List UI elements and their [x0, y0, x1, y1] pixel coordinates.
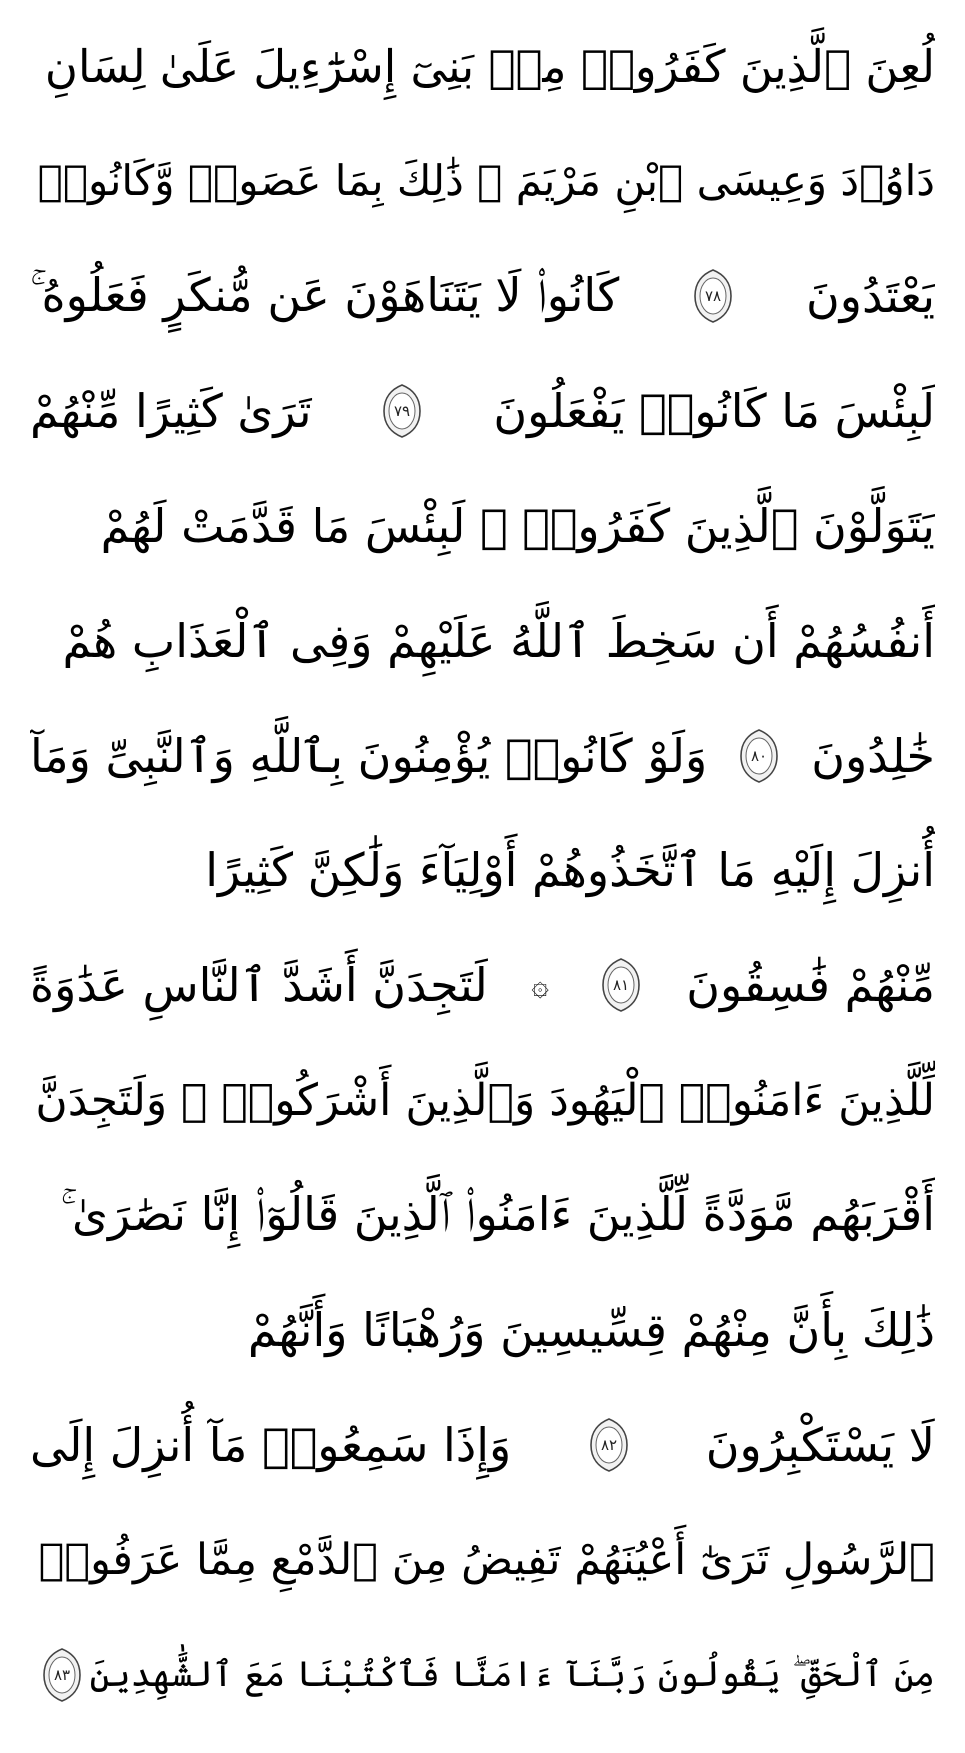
line-text: لِّلَّذِينَ ءَامَنُوا۟ ٱلْيَهُودَ وَٱلَّذِينَ أَشْرَكُوا۟ ۖ وَلَتَجِدَنَّ: [35, 1074, 935, 1126]
ayah-number: ٨١: [612, 976, 629, 995]
line-text: دَاوُۥدَ وَعِيسَى ٱبْنِ مَرْيَمَ ۚ ذَٰلِكَ بِمَا عَصَوا۟ وَّكَانُوا۟: [37, 156, 935, 206]
ayah-number-marker: [589, 1417, 629, 1473]
verse-line: [30, 363, 935, 459]
line-text: يَتَوَلَّوْنَ ٱلَّذِينَ كَفَرُوا۟ ۚ لَبِئْسَ مَا قَدَّمَتْ لَهُمْ: [100, 498, 935, 553]
line-text: لُعِنَ ٱلَّذِينَ كَفَرُوا۟ مِنۢ بَنِىٓ إِسْرَٰٓءِيلَ عَلَىٰ لِسَانِ: [44, 39, 935, 93]
line-text-after-marker: كَانُوا۟ لَا يَتَنَاهَوْنَ عَن مُّنكَرٍ فَعَلُوهُ ۚ: [30, 267, 620, 322]
verse-line: [30, 248, 935, 344]
line-text: ذَٰلِكَ بِأَنَّ مِنْهُمْ قِسِّيسِينَ وَرُهْبَانًا وَأَنَّهُمْ: [247, 1303, 935, 1358]
verse-line: [30, 1167, 935, 1263]
verse-line: [30, 18, 935, 114]
ayah-number: ٧٩: [394, 401, 411, 420]
line-text: أُنزِلَ إِلَيْهِ مَا ٱتَّخَذُوهُمْ أَوْلِيَآءَ وَلَٰكِنَّ كَثِيرًا: [205, 843, 935, 898]
ayah-number-marker: [739, 728, 779, 784]
line-text-after-marker: لَتَجِدَنَّ أَشَدَّ ٱلنَّاسِ عَدَٰوَةً: [30, 958, 488, 1013]
verse-line: [30, 1282, 935, 1378]
line-text: ٱلرَّسُولِ تَرَىٰٓ أَعْيُنَهُمْ تَفِيضُ مِنَ ٱلدَّمْعِ مِمَّا عَرَفُوا۟: [38, 1534, 935, 1585]
verse-line: [30, 1627, 935, 1723]
verse-line: [30, 478, 935, 574]
line-text-before-marker: مِنَ ٱلْحَقِّ ۖ يَقُولُونَ رَبَّنَآ ءَامَنَّا فَٱكْتُبْنَا مَعَ ٱلشَّٰهِدِينَ: [89, 1654, 935, 1695]
verse-line: [30, 1512, 935, 1608]
ayah-number-marker: [42, 1647, 82, 1703]
line-text-before-marker: مِّنْهُمْ فَٰسِقُونَ: [686, 958, 935, 1013]
ayah-number: ٨٠: [751, 746, 768, 765]
ayah-number: ٨٣: [53, 1665, 70, 1684]
verse-line: [30, 1397, 935, 1493]
line-text-before-marker: خَٰلِدُونَ: [811, 728, 935, 783]
verse-line: [30, 822, 935, 918]
ayah-number-marker: [601, 957, 641, 1013]
line-text-before-marker: يَعْتَدُونَ: [805, 268, 935, 323]
verse-line: [30, 1052, 935, 1148]
line-text-before-marker: لَبِئْسَ مَا كَانُوا۟ يَفْعَلُونَ: [493, 383, 935, 438]
hizb-star-icon: ۞: [531, 967, 549, 1003]
ayah-number: ٨٢: [600, 1436, 617, 1455]
ayah-number-marker: [693, 268, 733, 324]
verse-line: [30, 708, 935, 804]
line-text-after-marker: تَرَىٰ كَثِيرًا مِّنْهُمْ: [30, 383, 312, 438]
line-text: أَقْرَبَهُم مَّوَدَّةً لِّلَّذِينَ ءَامَنُوا۟ ٱلَّذِينَ قَالُوٓا۟ إِنَّا نَصَٰرَىٰ ۚ: [60, 1187, 935, 1242]
verse-line: [30, 593, 935, 689]
verse-line: [30, 937, 935, 1033]
line-text-before-marker: لَا يَسْتَكْبِرُونَ: [705, 1418, 935, 1473]
line-text-after-marker: وَإِذَا سَمِعُوا۟ مَآ أُنزِلَ إِلَى: [30, 1418, 512, 1473]
ayah-number: ٧٨: [704, 286, 721, 305]
line-text-after-marker: وَلَوْ كَانُوا۟ يُؤْمِنُونَ بِٱللَّهِ وَٱلنَّبِىِّ وَمَآ: [30, 728, 708, 783]
ayah-number-marker: [382, 383, 422, 439]
verse-line: [30, 133, 935, 229]
line-text: أَنفُسُهُمْ أَن سَخِطَ ٱللَّهُ عَلَيْهِمْ وَفِى ٱلْعَذَابِ هُمْ: [62, 613, 935, 668]
